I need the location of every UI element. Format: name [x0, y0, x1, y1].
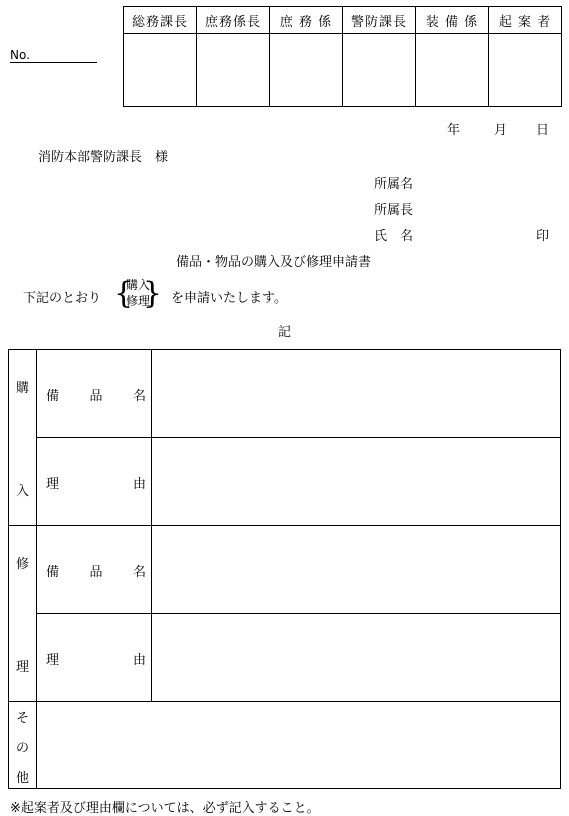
stamp-box-clerical-subchief[interactable] — [197, 34, 270, 107]
approval-stamp-table — [123, 6, 562, 107]
affiliation-label: 所属名 — [374, 177, 414, 192]
repair-bottom-char: 理 — [16, 660, 30, 675]
purchase-top-char: 購 — [16, 381, 30, 396]
header-equipment-staff: 装 備 係 — [416, 7, 489, 34]
date-month-label: 月 — [494, 123, 508, 138]
header-fire-defense-chief: 警防課長 — [343, 7, 416, 34]
other-char-1: そ — [16, 711, 30, 726]
other-char-3: 他 — [16, 771, 30, 786]
purchase-item-name-label: 備 品 名 — [37, 350, 152, 438]
request-form-table — [8, 349, 561, 789]
option-repair[interactable]: 修理 — [126, 294, 151, 308]
option-purchase[interactable]: 購入 — [126, 278, 151, 292]
date-year-label: 年 — [447, 123, 461, 138]
purchase-section-label — [9, 350, 37, 526]
right-brace: } — [142, 276, 162, 311]
repair-section-label — [9, 526, 37, 702]
header-general-affairs-chief: 総務課長 — [124, 7, 197, 34]
repair-item-name-field[interactable] — [152, 526, 561, 614]
stamp-box-drafter[interactable] — [489, 34, 562, 107]
stamp-box-clerical-staff[interactable] — [270, 34, 343, 107]
repair-reason-label: 理 由 — [37, 614, 152, 702]
request-option-brace — [114, 277, 162, 311]
stamp-box-equipment-staff[interactable] — [416, 34, 489, 107]
header-clerical-staff: 庶 務 係 — [270, 7, 343, 34]
request-suffix: を申請いたします。 — [171, 291, 287, 306]
ki-label: 記 — [278, 325, 292, 340]
other-field[interactable] — [37, 702, 561, 789]
purchase-item-name-field[interactable] — [152, 350, 561, 438]
repair-reason-field[interactable] — [152, 614, 561, 702]
purchase-reason-label: 理 由 — [37, 438, 152, 526]
repair-top-char: 修 — [16, 557, 30, 572]
stamp-box-fire-defense-chief[interactable] — [343, 34, 416, 107]
number-label: No. — [10, 48, 97, 63]
purchase-bottom-char: 入 — [16, 484, 30, 499]
addressee: 消防本部警防課長 様 — [38, 150, 169, 165]
stamp-box-general-affairs-chief[interactable] — [124, 34, 197, 107]
number-field[interactable] — [10, 48, 97, 63]
repair-item-name-label: 備 品 名 — [37, 526, 152, 614]
name-label: 氏 名 — [374, 229, 414, 244]
date-day-label: 日 — [536, 123, 550, 138]
other-section-label — [9, 702, 37, 789]
purchase-reason-field[interactable] — [152, 438, 561, 526]
document-title: 備品・物品の購入及び修理申請書 — [176, 255, 372, 270]
seal-mark: 印 — [536, 229, 550, 244]
footnote: ※起案者及び理由欄については、必ず記入すること。 — [10, 801, 320, 816]
header-clerical-subchief: 庶務係長 — [197, 7, 270, 34]
header-drafter: 起 案 者 — [489, 7, 562, 34]
other-char-2: の — [16, 741, 30, 756]
affiliation-head-label: 所属長 — [374, 203, 414, 218]
left-brace: { — [114, 276, 134, 311]
request-prefix: 下記のとおり — [23, 291, 102, 306]
